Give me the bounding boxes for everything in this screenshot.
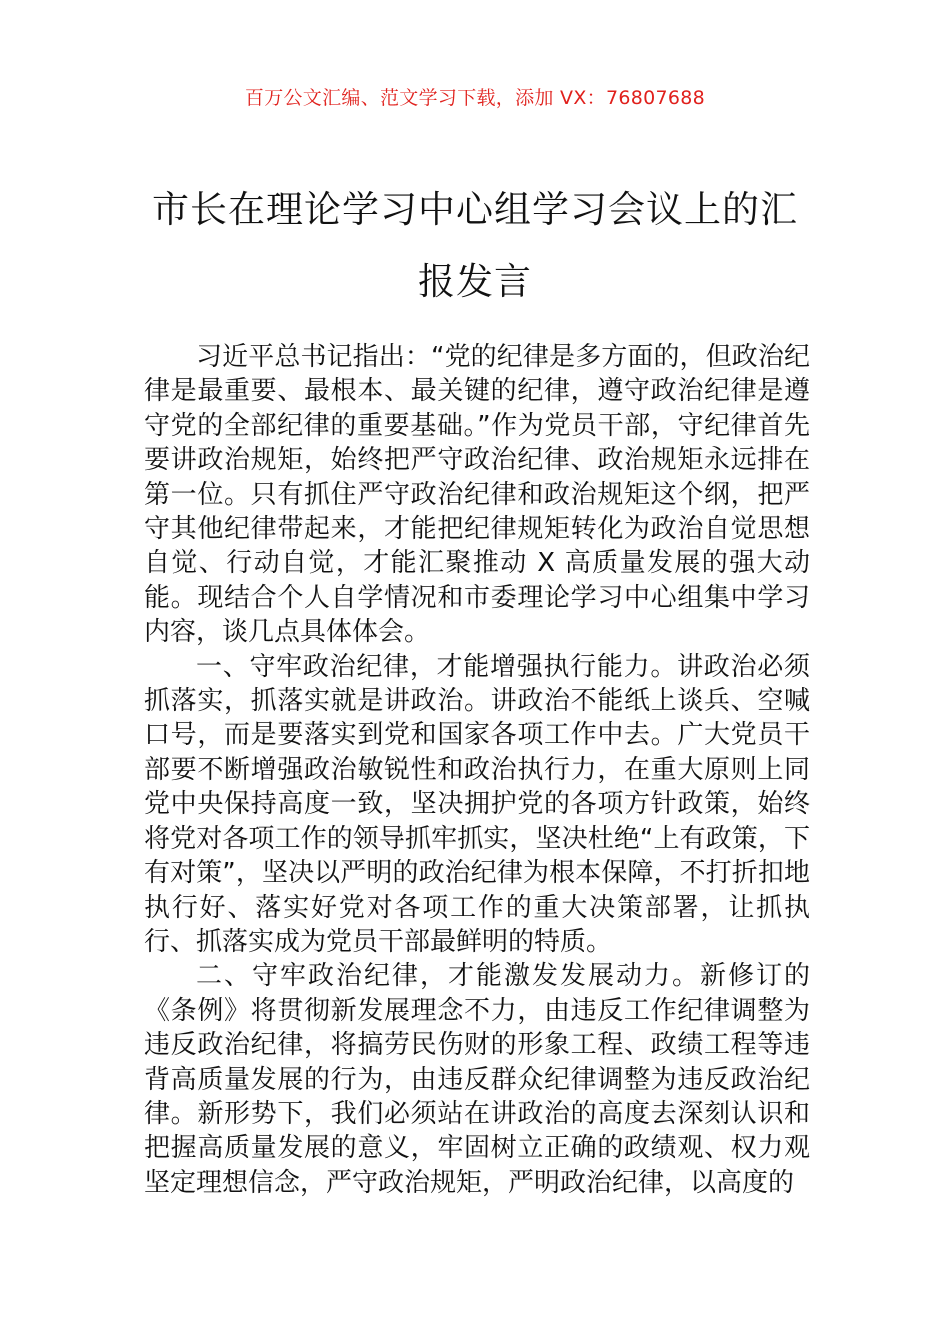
- document-body: [144, 340, 810, 1200]
- paragraph-section-two: 二、守牢政治纪律，才能激发发展动力。新修订的《条例》将贯彻新发展理念不力，由违反工作纪律调整为违反政治纪律，将搞劳民伤财的形象工程、政绩工程等违背高质量发展的行为，由违反群众纪律调整为违反政治纪律。新形势下，我们必须站在讲政治的高度去深刻认识和把握高质量发展的意义，牢固树立正确的政绩观、权力观坚定理想信念，严守政治规矩，严明政治纪律，以高度的: [144, 961, 810, 1198]
- header-note: 百万公文汇编、范文学习下载，添加 VX：76807688: [244, 87, 706, 109]
- paragraph-intro: 习近平总书记指出：“党的纪律是多方面的，但政治纪律是最重要、最根本、最关键的纪律，遵守政治纪律是遵守党的全部纪律的重要基础。”作为党员干部，守纪律首先要讲政治规矩，始终把严守政治纪律、政治规矩永远排在第一位。只有抓住严守政治纪律和政治规矩这个纲，把严守其他纪律带起来，才能把纪律规矩转化为政治自觉思想自觉、行动自觉，才能汇聚推动 X 高质量发展的强大动能。现结合个人自学情况和市委理论学习中心组集中学习内容，谈几点具体体会。: [144, 342, 810, 648]
- document-title: 市长在理论学习中心组学习会议上的汇报发言: [152, 188, 798, 303]
- paragraph-section-one: 一、守牢政治纪律，才能增强执行能力。讲政治必须抓落实，抓落实就是讲政治。讲政治不能纸上谈兵、空喊口号，而是要落实到党和国家各项工作中去。广大党员干部要不断增强政治敏锐性和政治执行力，在重大原则上同党中央保持高度一致，坚决拥护党的各项方针政策，始终将党对各项工作的领导抓牢抓实，坚决杜绝“上有政策，下有对策”，坚决以严明的政治纪律为根本保障，不打折扣地执行好、落实好党对各项工作的重大决策部署，让抓执行、抓落实成为党员干部最鲜明的特质。: [144, 651, 810, 957]
